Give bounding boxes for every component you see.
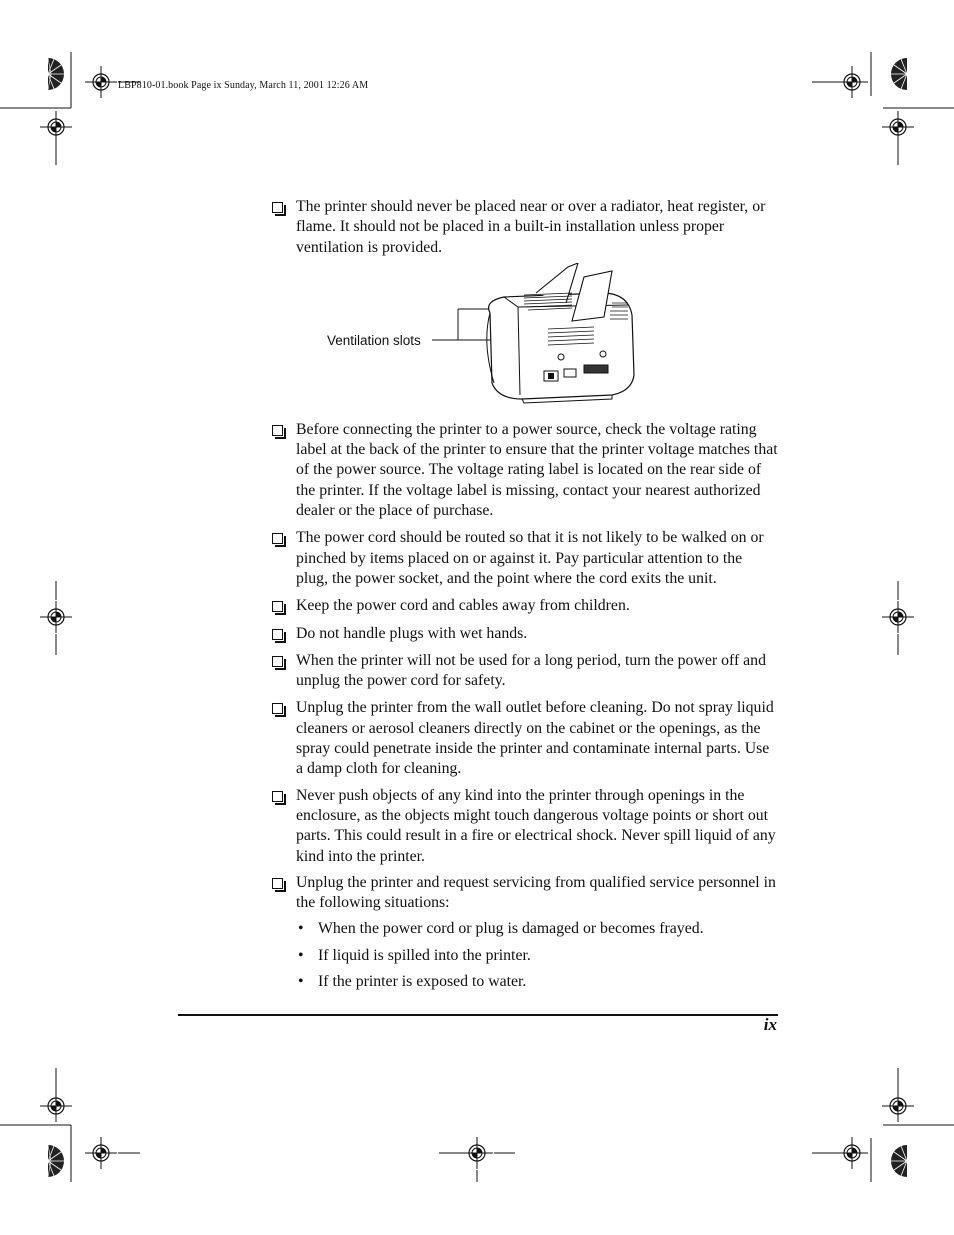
bullet-icon: • — [298, 946, 304, 964]
list-item-text: Keep the power cord and cables away from children. — [296, 597, 630, 615]
list-item-text: Never push objects of any kind into the printer through openings in the enclosure, as the objects might touch dangerous voltage points or short out parts. This could result in a fire or electrical shock. Never spill liquid of any kind into the printer. — [296, 786, 776, 865]
bullet-icon: • — [298, 973, 304, 991]
safety-list — [272, 197, 778, 992]
checkbox-bullet-icon — [272, 202, 283, 213]
ventilation-slots-label: Ventilation slots — [327, 332, 421, 348]
checkbox-bullet-icon — [272, 703, 283, 714]
checkbox-bullet-icon — [272, 601, 283, 612]
list-item — [272, 786, 778, 867]
checkbox-bullet-icon — [272, 656, 283, 667]
list-item-text: When the printer will not be used for a long period, turn the power off and unplug the power cord for safety. — [296, 651, 766, 690]
list-item — [272, 651, 778, 692]
list-item-text: Do not handle plugs with wet hands. — [296, 624, 528, 642]
checkbox-bullet-icon — [272, 629, 283, 640]
list-item — [272, 528, 778, 589]
footer-divider — [178, 1014, 778, 1016]
sub-list-item — [272, 972, 778, 992]
list-item — [272, 197, 778, 258]
list-item-text: The printer should never be placed near or over a radiator, heat register, or flame. It should not be placed in a built-in installation unless proper ventilation is provided. — [296, 198, 766, 256]
list-item — [272, 698, 778, 779]
list-item-text: Unplug the printer and request servicing from qualified service personnel in the following situations: — [296, 873, 776, 912]
sub-item-text: If liquid is spilled into the printer. — [318, 946, 531, 964]
list-item-text: Before connecting the printer to a power source, check the voltage rating label at the back of the printer to ensure that the printer voltage matches that of the power source. The voltage rating label is located on the rear side of the printer. If the voltage label is missing, contact your nearest authorized dealer or the place of purchase. — [296, 420, 778, 520]
sub-list-item — [272, 946, 778, 966]
sub-list-item — [272, 919, 778, 939]
list-item — [272, 624, 778, 644]
book-info-header: LBP810-01.book Page ix Sunday, March 11, 2001 12:26 AM — [118, 80, 369, 91]
sub-item-text: If the printer is exposed to water. — [318, 973, 527, 991]
bullet-icon: • — [298, 920, 304, 938]
sub-item-text: When the power cord or plug is damaged or becomes frayed. — [318, 920, 704, 938]
list-item — [272, 420, 778, 521]
list-item — [272, 873, 778, 914]
checkbox-bullet-icon — [272, 425, 283, 436]
list-item-text: The power cord should be routed so that it is not likely to be walked on or pinched by items placed on or against it. Pay particular attention to the plug, the power socket, and the point where the cord exits the unit. — [296, 529, 764, 587]
printer-figure — [272, 263, 778, 405]
page-number: ix — [763, 1015, 777, 1034]
checkbox-bullet-icon — [272, 533, 283, 544]
list-item-text: Unplug the printer from the wall outlet before cleaning. Do not spray liquid cleaners or aerosol cleaners directly on the cabinet or the openings, as the spray could penetrate inside the printer and contaminate internal parts. Use a damp cloth for cleaning. — [296, 699, 774, 778]
checkbox-bullet-icon — [272, 878, 283, 889]
checkbox-bullet-icon — [272, 791, 283, 802]
list-item — [272, 596, 778, 616]
